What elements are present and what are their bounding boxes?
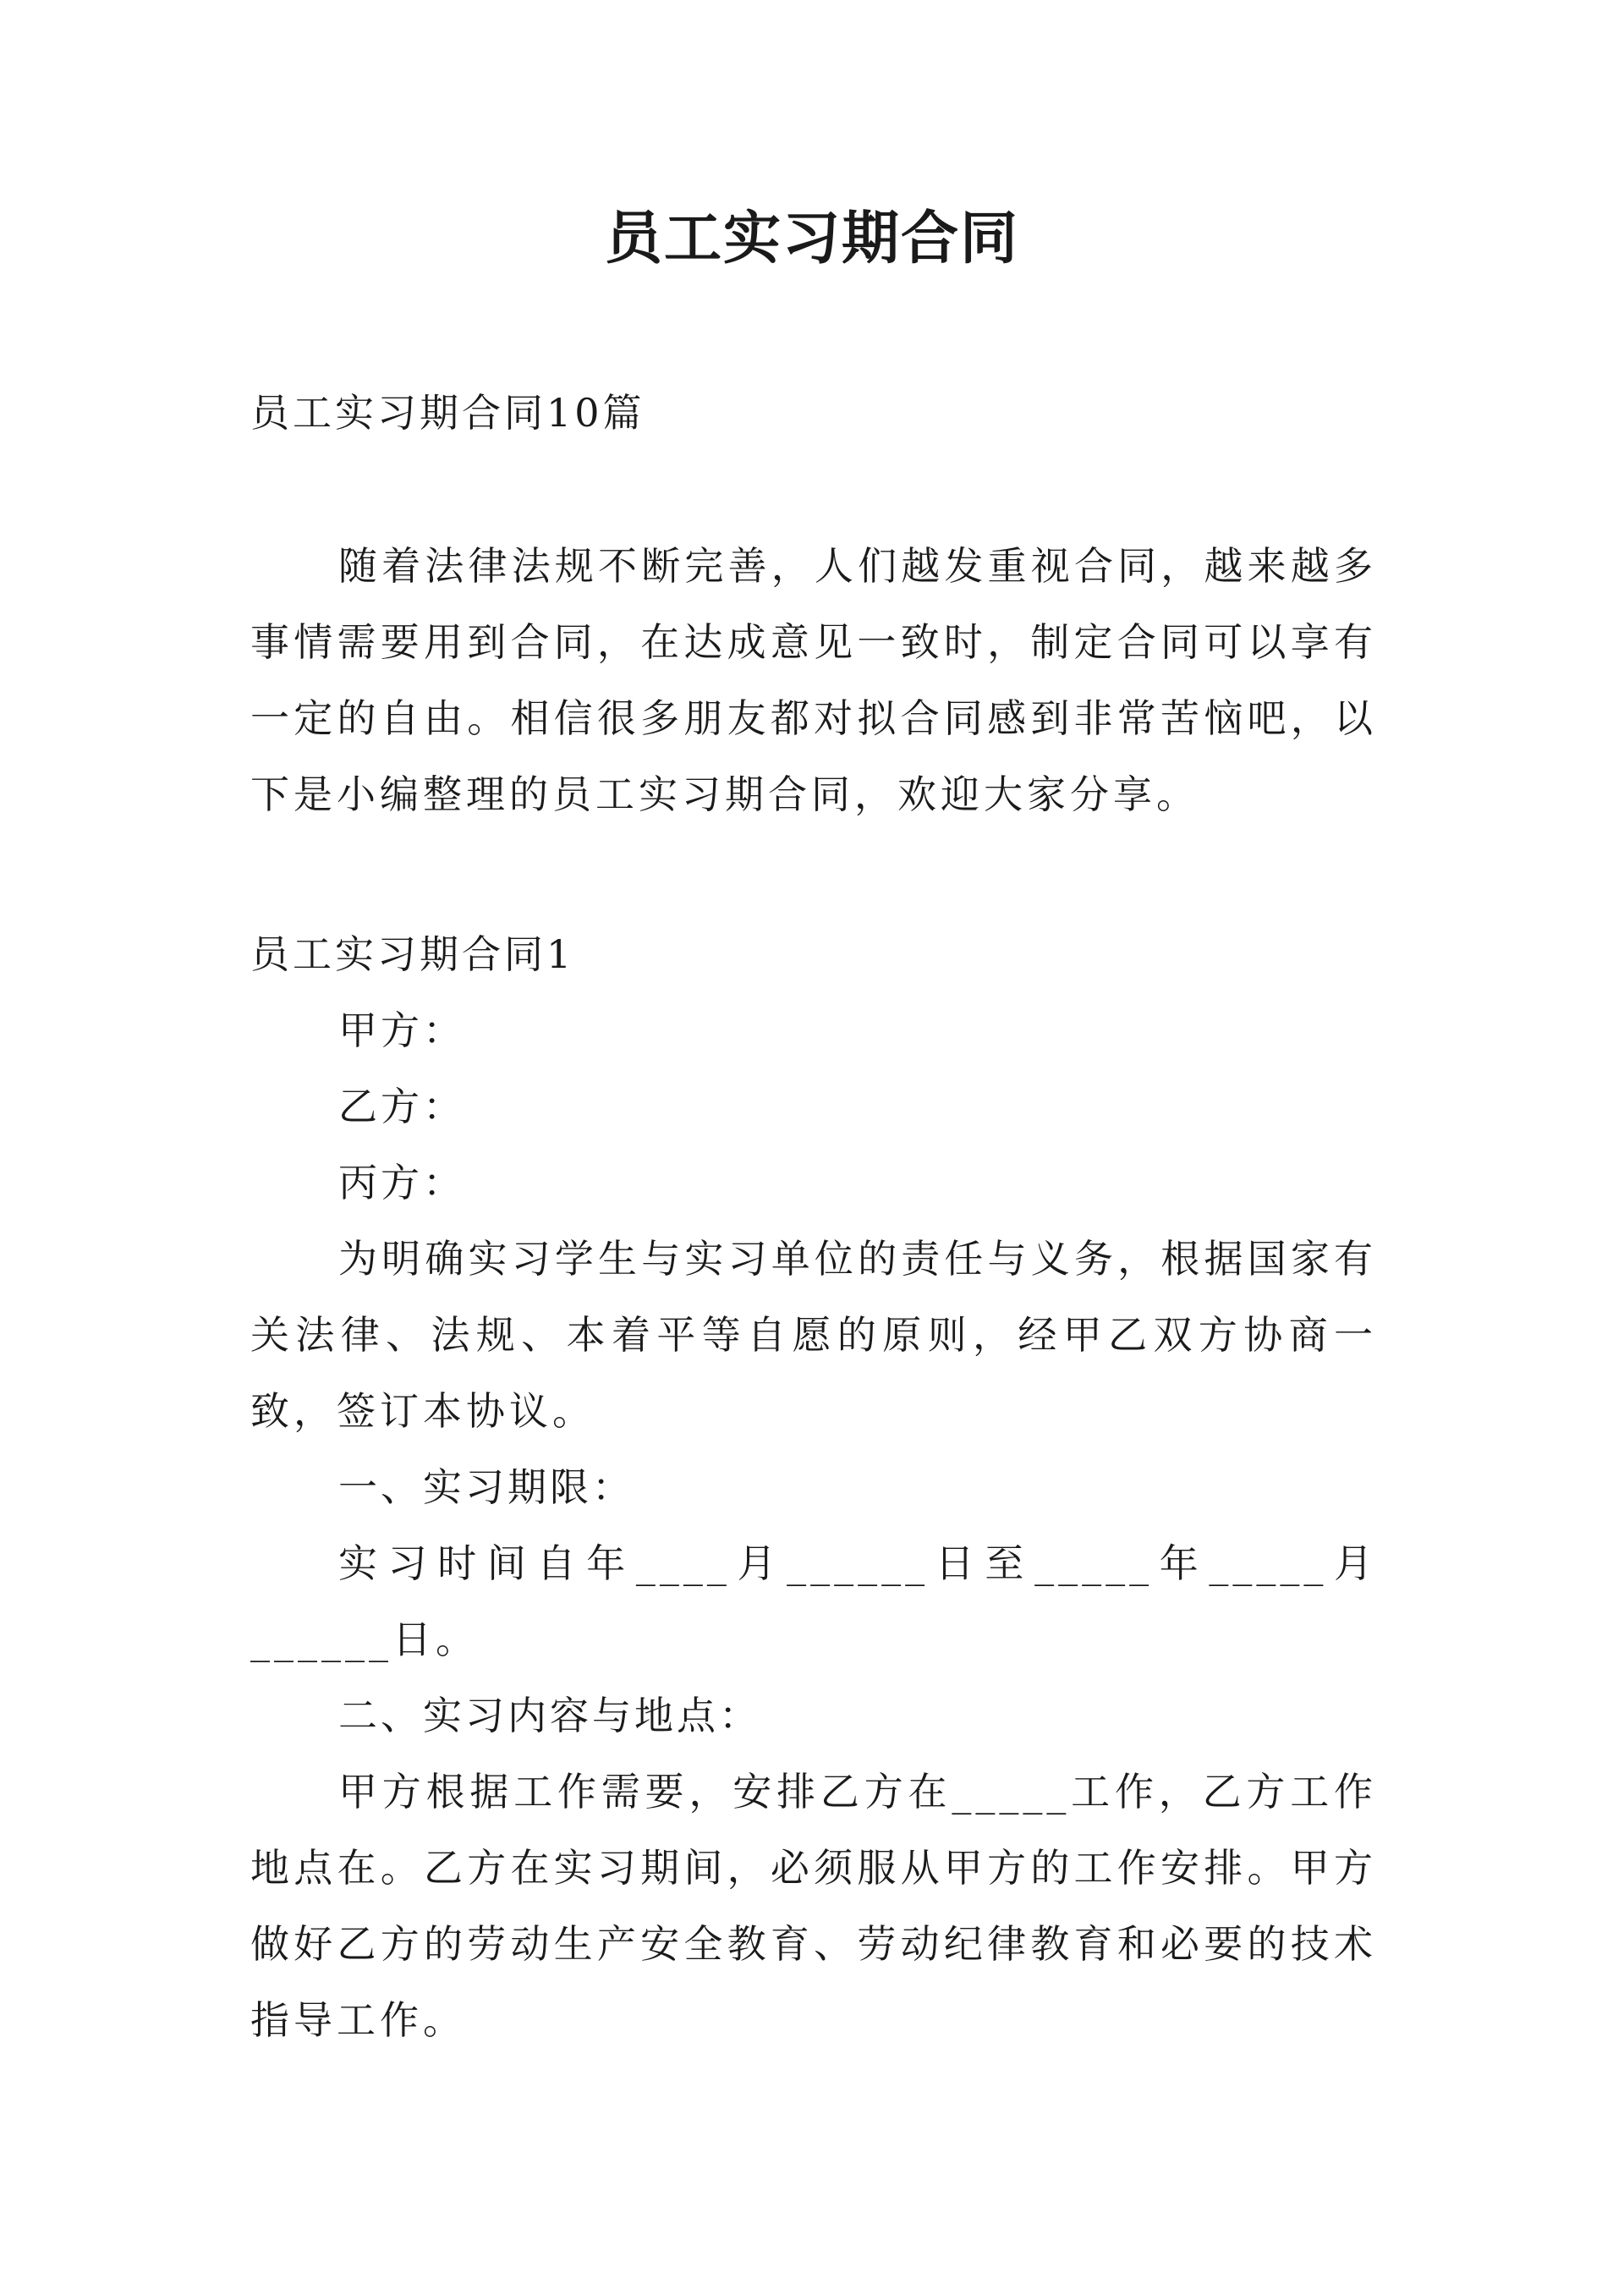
purpose-paragraph: 为明确实习学生与实习单位的责任与义务，根据国家有关法律、法规、本着平等自愿的原则，经甲乙双方协商一致，签订本协议。 bbox=[250, 1236, 1377, 1434]
intro-paragraph: 随着法律法规不断完善，人们越发重视合同，越来越多事情需要用到合同，在达成意见一致时，制定合同可以享有一定的自由。相信很多朋友都对拟合同感到非常苦恼吧，以下是小编整理的员工实习期合同，欢迎大家分享。 bbox=[250, 543, 1377, 817]
clause1-heading: 一、实习期限： bbox=[338, 1464, 634, 1510]
document-title: 员工实习期合同 bbox=[604, 205, 1019, 272]
party-c-label: 丙方： bbox=[338, 1160, 465, 1205]
party-b-label: 乙方： bbox=[338, 1084, 465, 1129]
clause2-heading: 二、实习内容与地点： bbox=[338, 1693, 761, 1738]
party-a-label: 甲方： bbox=[338, 1007, 465, 1053]
clause2-body: 甲方根据工作需要，安排乙方在_____工作，乙方工作地点在。乙方在实习期间，必须服从甲方的工作安排。甲方做好乙方的劳动生产安全教育、劳动纪律教育和必要的技术指导工作。 bbox=[250, 1769, 1377, 2043]
document-subtitle: 员工实习期合同10篇 bbox=[250, 390, 645, 436]
clause1-body: 实习时间自年____月______日至_____年_____月______日。 bbox=[250, 1540, 1378, 1662]
section-heading: 员工实习期合同1 bbox=[250, 931, 575, 977]
